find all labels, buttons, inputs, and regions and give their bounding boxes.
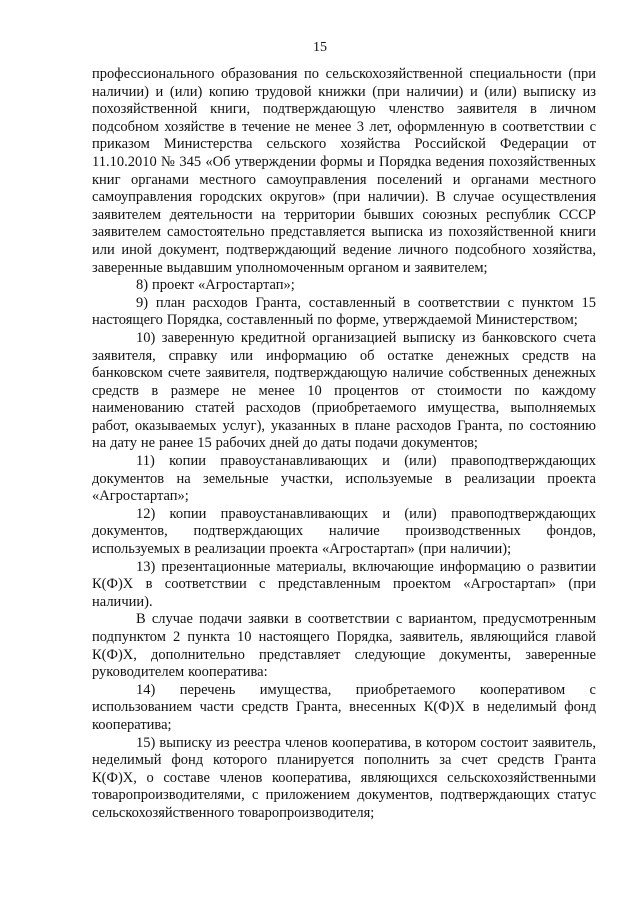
list-item-13: 13) презентационные материалы, включающие информацию о развитии К(Ф)Х в соответствии с представленным проектом «Агростартап» (при наличии). xyxy=(92,558,596,610)
paragraph-cooperative-variant: В случае подачи заявки в соответствии с вариантом, предусмотренным подпунктом 2 пункта 10 настоящего Порядка, заявитель, являющийся главой К(Ф)Х, дополнительно представляет следующие документы, заверенные руководителем кооператива: xyxy=(92,611,596,681)
page-number: 15 xyxy=(313,40,327,55)
list-item-10: 10) заверенную кредитной организацией выписку из банковского счета заявителя, справку или информацию об остатке денежных средств на банковском счете заявителя, подтверждающую наличие собственных денежных средств в размере не менее 10 процентов от стоимости по каждому наименованию статей расходов (приобретаемого имущества, выполняемых работ, оказываемых услуг), указанных в плане расходов Гранта, по состоянию на дату не ранее 15 рабочих дней до даты подачи документов; xyxy=(92,329,596,452)
document-body xyxy=(92,66,596,823)
list-item-8: 8) проект «Агростартап»; xyxy=(136,277,295,294)
list-item-15: 15) выписку из реестра членов кооператива, в котором состоит заявитель, неделимый фонд которого планируется пополнить за счет средств Гранта К(Ф)Х, о составе членов кооператива, являющихся сельскохозяйственными товаропроизводителями, с приложением документов, подтверждающих статус сельскохозяйственного товаропроизводителя; xyxy=(92,734,596,821)
list-item-9: 9) план расходов Гранта, составленный в соответствии с пунктом 15 настоящего Порядка, составленный по форме, утверждаемой Министерством; xyxy=(92,294,596,329)
list-item-11: 11) копии правоустанавливающих и (или) правоподтверждающих документов на земельные участки, используемые в реализации проекта «Агростартап»; xyxy=(92,453,596,505)
paragraph-continuation: профессионального образования по сельскохозяйственной специальности (при наличии) и (или) копию трудовой книжки (при наличии) и (или) выписку из похозяйственной книги, подтверждающую членство заявителя в личном подсобном хозяйстве в течение не менее 3 лет, оформленную в соответствии с приказом Министерства сельского хозяйства Российской Федерации от 11.10.2010 № 345 «Об утверждении формы и Порядка ведения похозяйственных книг органами местного самоуправления поселений и органами местного самоуправления городских округов» (при наличии). В случае осуществления заявителем деятельности на территории бывших союзных республик СССР заявителем самостоятельно представляется выписка из похозяйственной книги или иной документ, подтверждающий ведение личного подсобного хозяйства, заверенные выдавшим уполномоченным органом и заявителем; xyxy=(92,66,596,276)
list-item-14: 14) перечень имущества, приобретаемого кооперативом с использованием части средств Гранта, внесенных К(Ф)Х в неделимый фонд кооператива; xyxy=(92,681,596,733)
list-item-12: 12) копии правоустанавливающих и (или) правоподтверждающих документов, подтверждающих наличие производственных фондов, используемых в реализации проекта «Агростартап» (при наличии); xyxy=(92,505,596,558)
